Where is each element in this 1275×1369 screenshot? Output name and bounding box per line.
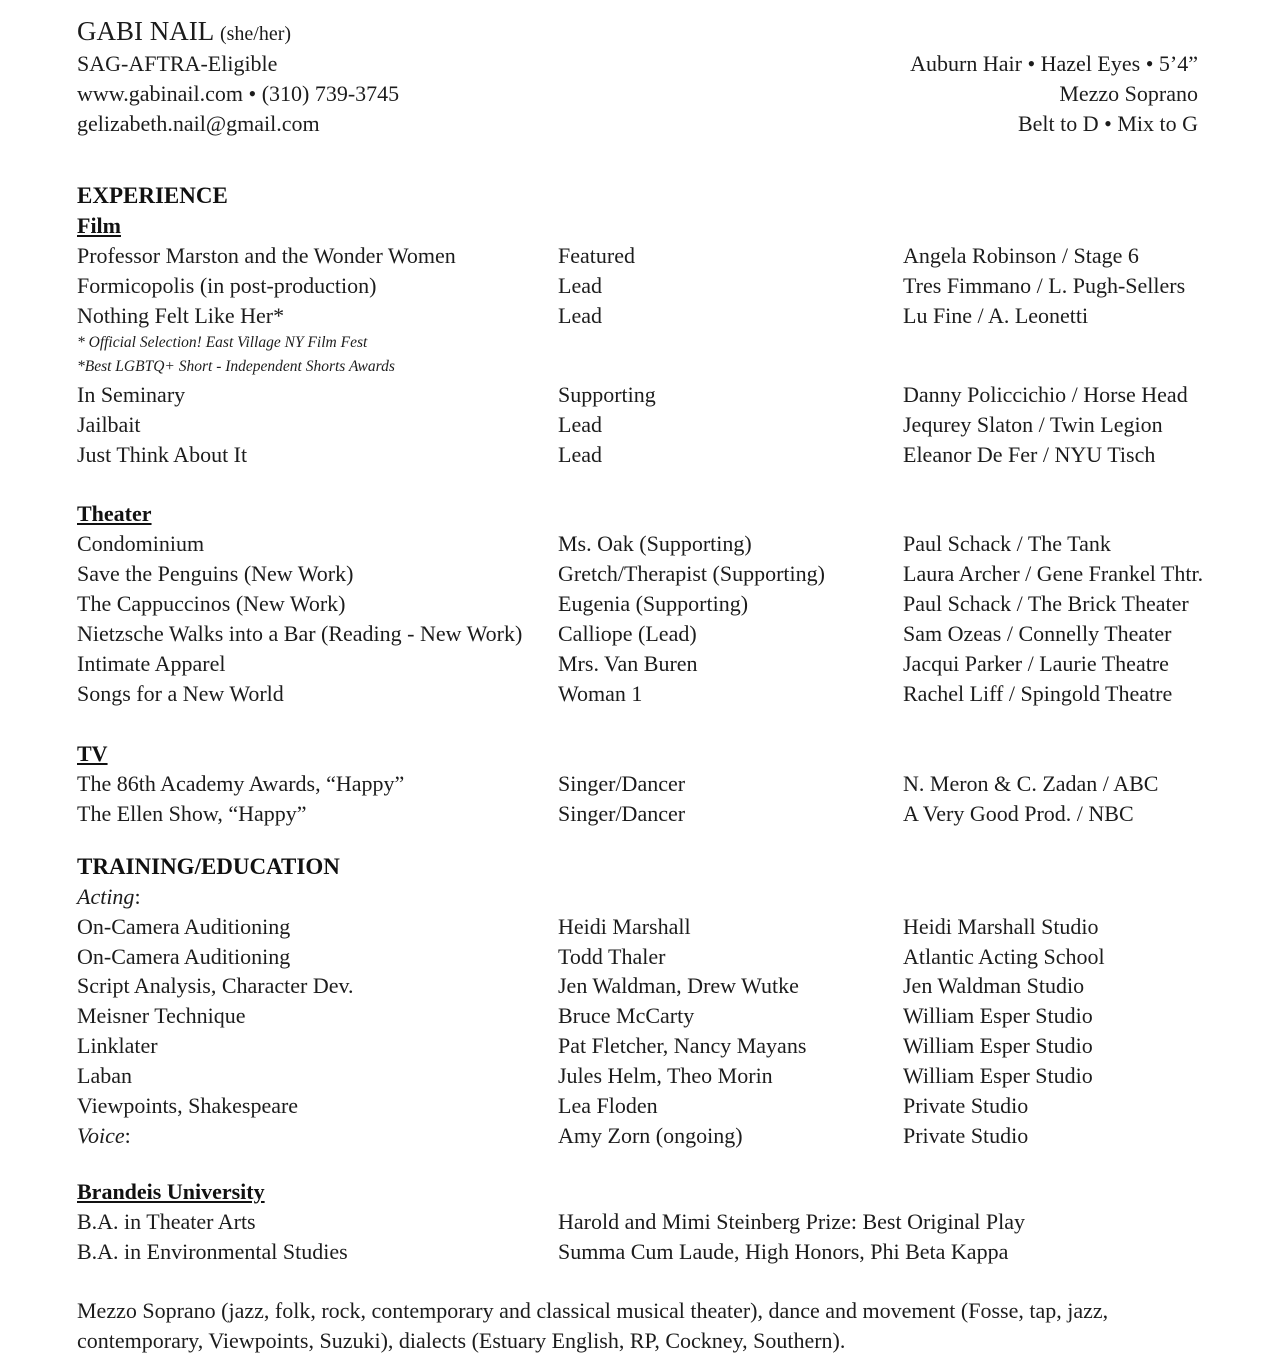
training-teacher: Pat Fletcher, Nancy Mayans (558, 1033, 807, 1058)
film-title: Nothing Felt Like Her* (77, 303, 285, 328)
film-credit: Danny Policcichio / Horse Head (903, 382, 1188, 407)
film-title: Jailbait (77, 412, 141, 437)
training-studio: Heidi Marshall Studio (903, 914, 1099, 939)
training-course: Script Analysis, Character Dev. (77, 973, 354, 998)
bullet-separator: • (1145, 51, 1154, 76)
training-teacher: Jules Helm, Theo Morin (558, 1063, 773, 1088)
theater-role: Calliope (Lead) (558, 621, 697, 646)
experience-heading: EXPERIENCE (77, 183, 228, 208)
theater-credit: Paul Schack / The Tank (903, 531, 1111, 556)
voice-teacher: Amy Zorn (ongoing) (558, 1123, 743, 1148)
film-role: Lead (558, 273, 602, 298)
theater-title: Intimate Apparel (77, 651, 226, 676)
acting-label (77, 882, 141, 912)
training-studio: William Esper Studio (903, 1063, 1093, 1088)
theater-title: The Cappuccinos (New Work) (77, 591, 346, 616)
bullet-separator: • (248, 81, 257, 106)
theater-credit: Rachel Liff / Spingold Theatre (903, 681, 1173, 706)
tv-credit: A Very Good Prod. / NBC (903, 801, 1134, 826)
university-heading: Brandeis University (77, 1179, 265, 1204)
theater-role: Gretch/Therapist (Supporting) (558, 561, 825, 586)
acting-label-text: Acting (77, 884, 135, 909)
training-heading: TRAINING/EDUCATION (77, 854, 340, 879)
film-award-note: * Official Selection! East Village NY Film Fest (77, 334, 368, 351)
film-role: Featured (558, 243, 635, 268)
training-studio: Private Studio (903, 1093, 1029, 1118)
theater-credit: Paul Schack / The Brick Theater (903, 591, 1189, 616)
film-heading: Film (77, 213, 121, 238)
physical-attributes (910, 49, 1198, 79)
degree-honor: Harold and Mimi Steinberg Prize: Best Original Play (558, 1209, 1026, 1234)
email-link[interactable]: gelizabeth.nail@gmail.com (77, 111, 320, 136)
belt-range: Belt to D (1017, 111, 1099, 136)
film-credit: Lu Fine / A. Leonetti (903, 303, 1089, 328)
tv-title: The Ellen Show, “Happy” (77, 801, 307, 826)
tv-role: Singer/Dancer (558, 801, 686, 826)
voice-label-text: Voice (77, 1123, 125, 1148)
training-studio: William Esper Studio (903, 1003, 1093, 1028)
film-credit: Angela Robinson / Stage 6 (903, 243, 1139, 268)
film-role: Lead (558, 412, 602, 437)
mix-range: Mix to G (1117, 111, 1198, 136)
film-title: Just Think About It (77, 442, 248, 467)
special-skills: Mezzo Soprano (jazz, folk, rock, contemporary and classical musical theater), dance and movement (Fosse, tap, jazz, contemporary, Viewpoints, Suzuki), dialects (Estuary English, RP, Cockney, Southern). (77, 1298, 1109, 1353)
degree: B.A. in Environmental Studies (77, 1239, 348, 1264)
theater-title: Nietzsche Walks into a Bar (Reading - New Work) (77, 621, 523, 646)
vocal-range (1018, 109, 1198, 139)
eye-color: Hazel Eyes (1040, 51, 1141, 76)
theater-title: Save the Penguins (New Work) (77, 561, 354, 586)
colon: : (134, 884, 141, 909)
voice-type: Mezzo Soprano (1059, 81, 1198, 106)
training-course: Meisner Technique (77, 1003, 246, 1028)
training-course: Linklater (77, 1033, 158, 1058)
theater-role: Woman 1 (558, 681, 643, 706)
pronouns: (she/her) (219, 23, 292, 45)
theater-credit: Jacqui Parker / Laurie Theatre (903, 651, 1169, 676)
voice-label (77, 1121, 131, 1151)
theater-role: Eugenia (Supporting) (558, 591, 749, 616)
name-text: GABI NAIL (77, 16, 214, 46)
training-studio: Jen Waldman Studio (903, 973, 1085, 998)
training-teacher: Todd Thaler (558, 944, 666, 969)
training-teacher: Bruce McCarty (558, 1003, 695, 1028)
tv-credit: N. Meron & C. Zadan / ABC (903, 771, 1159, 796)
theater-credit: Sam Ozeas / Connelly Theater (903, 621, 1172, 646)
training-studio: Atlantic Acting School (903, 944, 1105, 969)
website-link[interactable]: www.gabinail.com (77, 81, 243, 106)
tv-heading: TV (77, 741, 108, 766)
training-course: On-Camera Auditioning (77, 944, 291, 969)
union-status: SAG-AFTRA-Eligible (77, 51, 278, 76)
actor-name (77, 16, 291, 49)
film-role: Supporting (558, 382, 656, 407)
phone-number[interactable]: (310) 739-3745 (261, 81, 400, 106)
theater-title: Songs for a New World (77, 681, 284, 706)
training-teacher: Heidi Marshall (558, 914, 691, 939)
film-title: In Seminary (77, 382, 186, 407)
contact-line (77, 79, 399, 109)
film-title: Professor Marston and the Wonder Women (77, 243, 456, 268)
film-role: Lead (558, 303, 602, 328)
height: 5’4” (1158, 51, 1198, 76)
film-award-note: *Best LGBTQ+ Short - Independent Shorts Awards (77, 358, 395, 375)
film-credit: Tres Fimmano / L. Pugh-Sellers (903, 273, 1186, 298)
theater-role: Mrs. Van Buren (558, 651, 698, 676)
theater-credit: Laura Archer / Gene Frankel Thtr. (903, 561, 1204, 586)
degree: B.A. in Theater Arts (77, 1209, 256, 1234)
training-course: On-Camera Auditioning (77, 914, 291, 939)
film-role: Lead (558, 442, 602, 467)
film-credit: Eleanor De Fer / NYU Tisch (903, 442, 1156, 467)
bullet-separator: • (1027, 51, 1036, 76)
training-course: Viewpoints, Shakespeare (77, 1093, 299, 1118)
theater-heading: Theater (77, 501, 152, 526)
voice-studio: Private Studio (903, 1123, 1029, 1148)
theater-title: Condominium (77, 531, 205, 556)
training-studio: William Esper Studio (903, 1033, 1093, 1058)
theater-role: Ms. Oak (Supporting) (558, 531, 752, 556)
colon: : (124, 1123, 131, 1148)
hair-color: Auburn Hair (910, 51, 1022, 76)
training-teacher: Jen Waldman, Drew Wutke (558, 973, 799, 998)
film-title: Formicopolis (in post-production) (77, 273, 377, 298)
training-teacher: Lea Floden (558, 1093, 658, 1118)
film-credit: Jequrey Slaton / Twin Legion (903, 412, 1163, 437)
tv-title: The 86th Academy Awards, “Happy” (77, 771, 405, 796)
degree-honor: Summa Cum Laude, High Honors, Phi Beta Kappa (558, 1239, 1009, 1264)
training-course: Laban (77, 1063, 132, 1088)
tv-role: Singer/Dancer (558, 771, 686, 796)
bullet-separator: • (1104, 111, 1112, 136)
